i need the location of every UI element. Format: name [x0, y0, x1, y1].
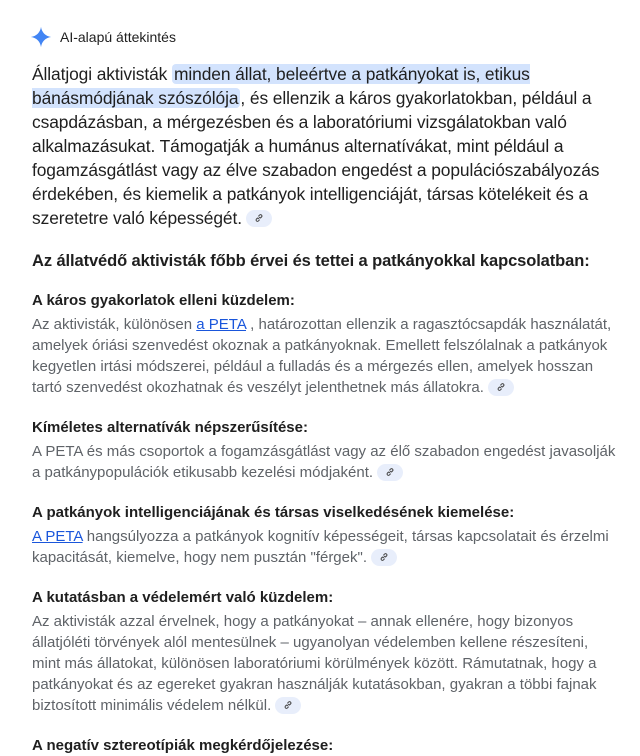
peta-link[interactable]: a PETA [196, 316, 246, 333]
summary-rest: , és ellenzik a káros gyakorlatokban, például a csapdázásban, a mérgezésben és a laboratóriumi vizsgálatokban való alkalmazásukat. Támogatják a humánus alternatívákat, mint például a fogamzásgátlást vagy az élve szabadon engedést a populációszabályozás érdekében, és kiemelik a patkányok intelligenciáját, társas kötelékeit és a szeretetre való képességét. [32, 88, 600, 228]
section-stereotypes [32, 736, 617, 756]
citation-button[interactable] [488, 379, 514, 396]
section-body [32, 314, 617, 398]
section-heading: Az állatvédő aktivisták főbb érvei és tettei a patkányokkal kapcsolatban: [32, 252, 590, 270]
ai-overview [0, 25, 640, 756]
summary-intro: Állatjogi aktivisták [32, 64, 172, 84]
summary-highlight[interactable]: minden állat, beleértve a patkányokat is, etikus bánásmódjának szószólója [32, 64, 530, 108]
sparkle-icon [30, 26, 52, 48]
section-body [32, 526, 617, 568]
citation-button[interactable] [275, 697, 301, 714]
section-title: A patkányok intelligenciájának és társas viselkedésének kiemelése: [32, 504, 515, 521]
body-text: Az aktivisták, különösen [32, 316, 197, 333]
overview-title: AI-alapú áttekintés [60, 29, 176, 45]
citation-button[interactable] [371, 549, 397, 566]
section-intelligence [32, 503, 617, 568]
section-body [32, 611, 617, 716]
section-title: A káros gyakorlatok elleni küzdelem: [32, 292, 295, 309]
body-text: A PETA és más csoportok a fogamzásgátlást vagy az élő szabadon engedést javasolják a patkánypopulációk etikusabb kezelési módjaként. [32, 443, 616, 481]
link-icon [379, 552, 389, 562]
body-text: , határozottan ellenzik a ragasztócsapdák használatát, amelyek óriási szenvedést okoznak a patkányoknak. Emellett felszólalnak a patkányok kegyetlen irtási módszerei, például a fulladás és a mérgezés ellen, amelyek hosszan tartó szenvedést okozhatnak és veszélyt jelenthetnek más állatokra. [32, 316, 612, 396]
section-title: A negatív sztereotípiák megkérdőjelezése: [32, 737, 334, 754]
peta-link[interactable]: A PETA [32, 528, 83, 545]
link-icon [283, 700, 293, 710]
section-humane-alternatives [32, 418, 617, 483]
section-research-protection [32, 588, 617, 716]
link-icon [254, 213, 264, 223]
overview-summary [32, 62, 612, 230]
overview-header [32, 25, 640, 49]
section-body [32, 441, 617, 483]
citation-button[interactable] [246, 210, 272, 227]
body-text: Az aktivisták azzal érvelnek, hogy a patkányokat – annak ellenére, hogy bizonyos állatjóléti törvények alól mentesülnek – ugyanolyan védelemben kellene részesíteni, mint más állatokat, különösen laboratóriumi körülmények között. Rámutatnak, hogy a patkányokat és az egereket gyakran használják kutatásokban, gyakran a többi fajnak biztosított minimális védelem nélkül. [32, 613, 597, 714]
section-title: Kíméletes alternatívák népszerűsítése: [32, 419, 308, 436]
citation-button[interactable] [377, 464, 403, 481]
body-text: hangsúlyozza a patkányok kognitív képességeit, társas kapcsolatait és érzelmi kapacitását, kiemelve, hogy nem pusztán "férgek". [32, 528, 609, 566]
section-harmful-practices [32, 291, 617, 398]
section-title: A kutatásban a védelemért való küzdelem: [32, 589, 334, 606]
link-icon [496, 382, 506, 392]
link-icon [385, 467, 395, 477]
